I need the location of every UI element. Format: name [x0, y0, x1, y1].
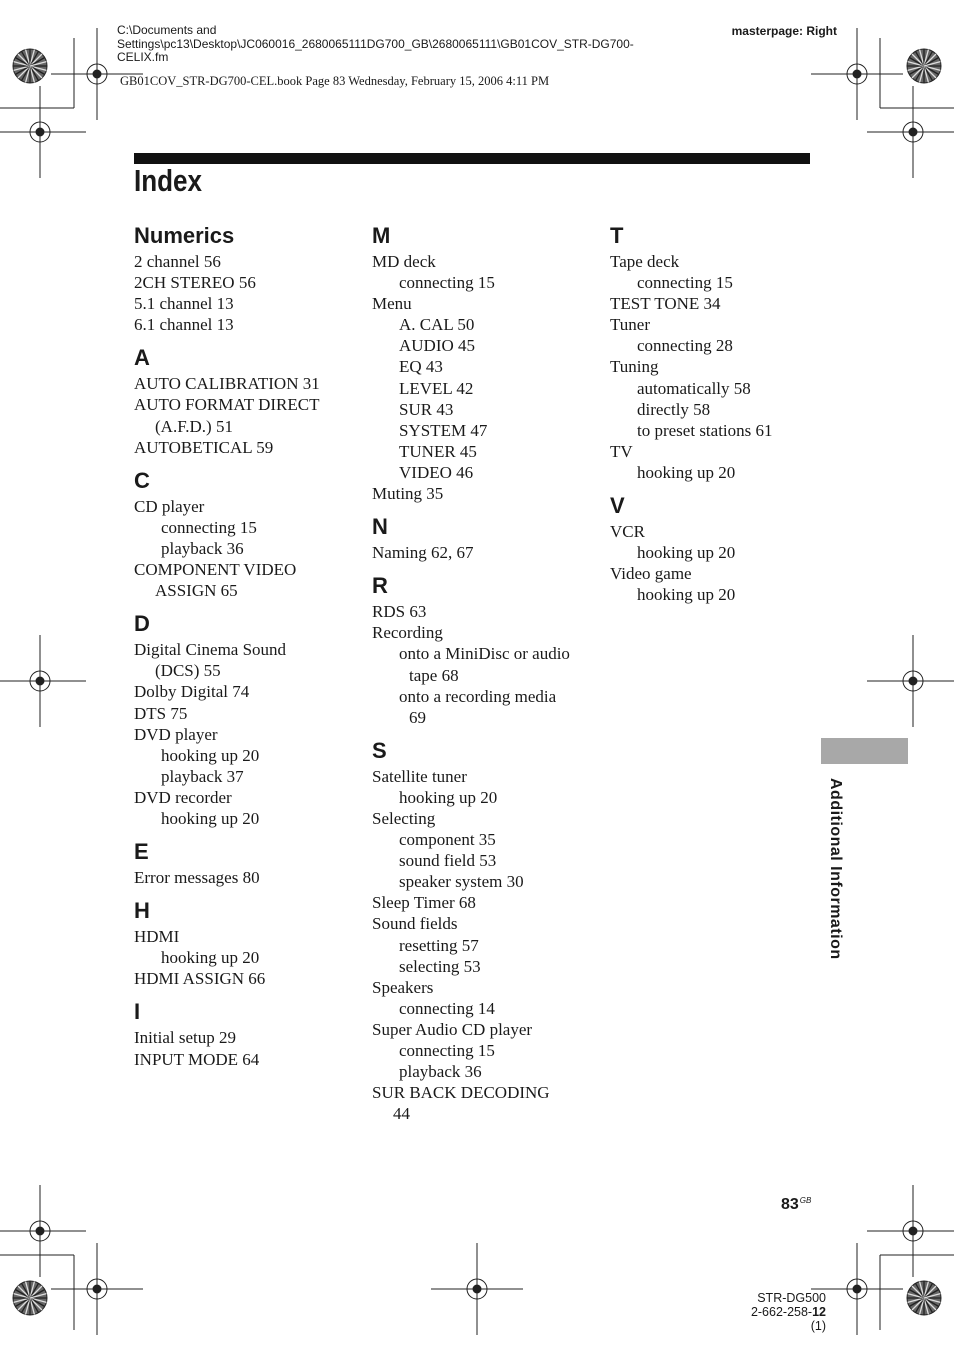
index-subentry: VIDEO 46 [399, 462, 474, 482]
index-entry: HDMI [134, 927, 180, 947]
section-heading: H [134, 898, 150, 924]
index-entry: AUTO FORMAT DIRECT [134, 395, 320, 415]
registration-mark [811, 28, 903, 120]
index-entry: AUTOBETICAL 59 [134, 437, 274, 457]
registration-mark [51, 28, 143, 120]
index-entry: MD deck [372, 252, 436, 271]
index-subentry: connecting 15 [161, 517, 257, 537]
index-subentry: resetting 57 [399, 935, 479, 955]
index-entry: Initial setup 29 [134, 1028, 236, 1048]
file-path-line: C:\Documents and [117, 23, 217, 37]
index-subentry: connecting 14 [399, 998, 495, 1018]
index-subentry: hooking up 20 [637, 585, 736, 605]
color-rosette [13, 1281, 47, 1315]
index-subentry: speaker system 30 [399, 872, 524, 892]
model-code-bold: 12 [812, 1305, 826, 1319]
index-subentry: hooking up 20 [161, 948, 260, 968]
registration-mark [51, 1243, 143, 1335]
section-heading: T [610, 223, 624, 248]
index-subentry: connecting 15 [399, 1041, 495, 1060]
registration-mark [0, 86, 86, 178]
file-path-line: Settings\pc13\Desktop\JC060016_2680065111DG700_GB\2680065111\GB01COV_STR-DG700- [117, 36, 634, 51]
section-heading: C [134, 467, 150, 493]
index-subentry: automatically 58 [637, 378, 751, 398]
index-entry: Satellite tuner [372, 766, 467, 786]
index-entry: 2CH STEREO 56 [134, 273, 256, 293]
masterpage-label: masterpage: Right [731, 24, 837, 38]
index-entry: INPUT MODE 64 [134, 1049, 260, 1069]
page-number-suffix: GB [799, 1196, 812, 1205]
index-subentry: onto a recording media [399, 686, 557, 706]
index-entry: Error messages 80 [134, 868, 260, 888]
book-info: GB01COV_STR-DG700-CEL.book Page 83 Wednesday, February 15, 2006 4:11 PM [120, 74, 550, 88]
color-rosette [13, 49, 47, 83]
index-entry: HDMI ASSIGN 66 [134, 969, 266, 989]
index-subentry: hooking up 20 [161, 745, 260, 765]
index-entry: DTS 75 [134, 703, 188, 723]
index-subentry: tape 68 [409, 665, 459, 685]
index-subentry: onto a MiniDisc or audio [399, 644, 570, 664]
index-entry: AUTO CALIBRATION 31 [134, 374, 320, 394]
section-heading: R [372, 573, 388, 599]
index-subentry: SYSTEM 47 [399, 420, 488, 440]
index-entry: Menu [372, 294, 412, 314]
section-heading: E [134, 839, 149, 865]
index-entry: 5.1 channel 13 [134, 294, 234, 314]
section-heading: A [134, 345, 150, 371]
index-subentry: connecting 15 [637, 273, 733, 293]
model-name: STR-DG500 [757, 1291, 826, 1305]
index-entry: 44 [393, 1104, 410, 1124]
index-entry: (A.F.D.) 51 [155, 416, 233, 436]
index-subentry: 69 [409, 707, 426, 727]
file-path-line: CELIX.fm [117, 50, 169, 64]
index-subentry: A. CAL 50 [399, 315, 475, 335]
index-entry: TEST TONE 34 [610, 294, 721, 314]
section-heading: Numerics [134, 223, 235, 248]
index-entry: Speakers [372, 977, 434, 997]
section-heading: I [134, 999, 141, 1025]
index-entry: Super Audio CD player [372, 1019, 533, 1039]
page-number-value: 83 [781, 1196, 799, 1213]
index-subentry: AUDIO 45 [399, 336, 476, 356]
index-entry: Tuning [610, 357, 659, 377]
color-rosette [907, 1281, 941, 1315]
index-subentry: directly 58 [637, 399, 711, 419]
registration-mark [0, 1185, 86, 1277]
section-heading: S [372, 737, 387, 763]
index-entry: COMPONENT VIDEO [134, 560, 297, 580]
index-entry: Muting 35 [372, 484, 444, 504]
index-subentry: hooking up 20 [161, 808, 260, 828]
index-entry: Video game [610, 564, 692, 584]
index-subentry: selecting 53 [399, 956, 481, 976]
index-entry: 6.1 channel 13 [134, 315, 234, 335]
registration-mark [0, 635, 86, 727]
index-entry: Recording [372, 623, 443, 643]
index-subentry: playback 36 [161, 538, 244, 558]
index-entry: TV [610, 441, 633, 461]
index-entry: Sleep Timer 68 [372, 893, 476, 913]
index-subentry: connecting 28 [637, 336, 733, 356]
index-entry: 2 channel 56 [134, 252, 221, 271]
index-entry: SUR BACK DECODING [372, 1083, 550, 1103]
index-entry: VCR [610, 522, 645, 542]
index-entry: Tuner [610, 315, 650, 335]
index-subentry: playback 36 [399, 1062, 482, 1082]
index-subentry: sound field 53 [399, 851, 497, 871]
index-entry: DVD recorder [134, 787, 232, 807]
model-code-prefix: 2-662-258- [750, 1305, 813, 1319]
index-entry: Sound fields [372, 914, 458, 934]
index-entry: Digital Cinema Sound [134, 640, 287, 660]
index-entry: ASSIGN 65 [155, 581, 238, 601]
index-entry: Selecting [372, 808, 436, 828]
index-subentry: TUNER 45 [399, 441, 477, 461]
index-subentry: LEVEL 42 [399, 378, 474, 398]
page-title: Index [134, 163, 203, 198]
index-subentry: hooking up 20 [637, 462, 736, 482]
section-heading: N [372, 514, 388, 540]
registration-mark [431, 1243, 523, 1335]
index-subentry: playback 37 [161, 766, 244, 786]
index-subentry: hooking up 20 [637, 543, 736, 563]
index-entry: DVD player [134, 724, 218, 744]
index-entry: Tape deck [610, 252, 680, 271]
index-entry: RDS 63 [372, 602, 427, 622]
index-entry: (DCS) 55 [155, 661, 221, 681]
index-entry: CD player [134, 496, 205, 516]
index-entry: Dolby Digital 74 [134, 682, 250, 702]
index-subentry: hooking up 20 [399, 787, 498, 807]
section-tab-label: Additional Information [827, 778, 844, 960]
index-subentry: SUR 43 [399, 399, 454, 419]
registration-mark [811, 1243, 903, 1335]
color-rosette [907, 49, 941, 83]
index-subentry: EQ 43 [399, 357, 443, 377]
index-subentry: connecting 15 [399, 273, 495, 293]
section-heading: V [610, 493, 625, 519]
index-entry: Naming 62, 67 [372, 543, 474, 563]
index-subentry: to preset stations 61 [637, 420, 773, 440]
section-heading: D [134, 611, 150, 637]
section-heading: M [372, 223, 391, 248]
model-code-suffix: (1) [810, 1319, 826, 1333]
index-subentry: component 35 [399, 830, 496, 850]
registration-mark [867, 635, 954, 727]
